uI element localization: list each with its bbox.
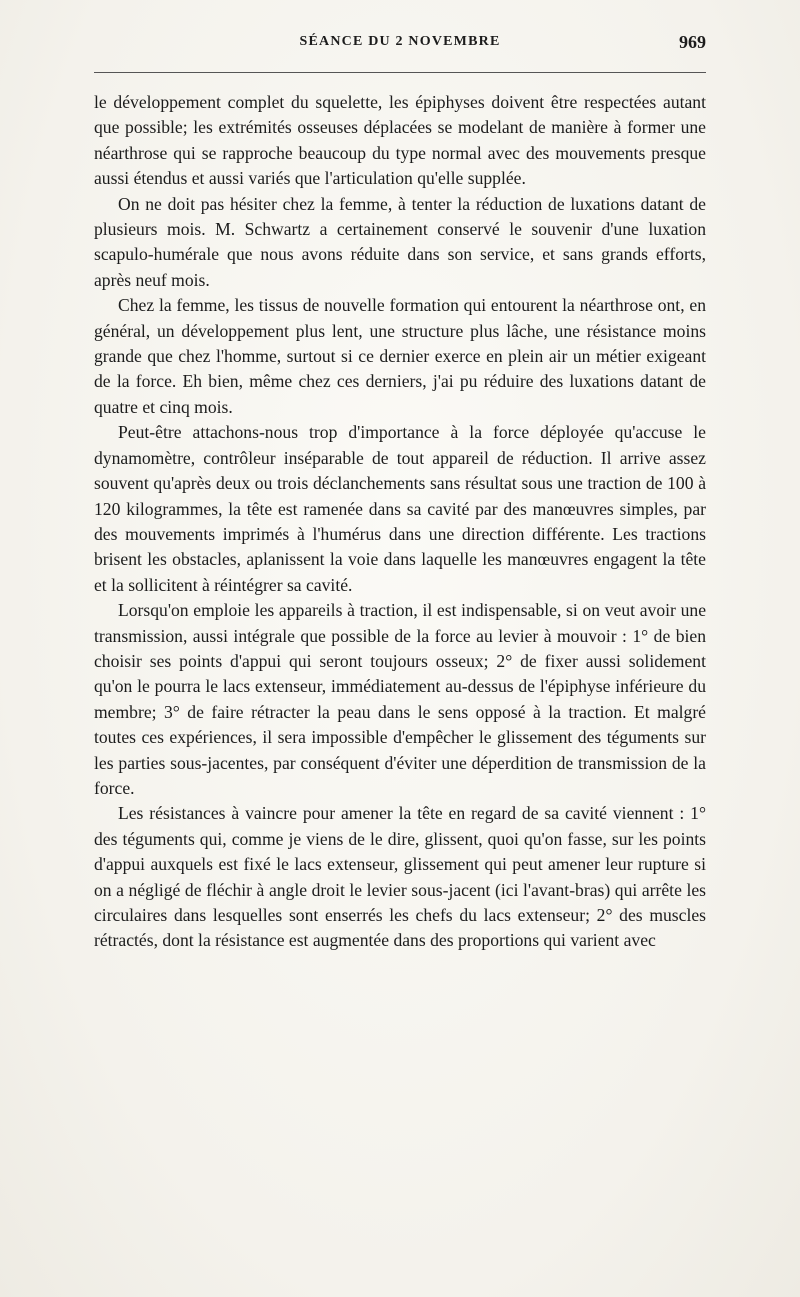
paragraph-3: Chez la femme, les tissus de nouvelle formation qui entourent la néarthrose ont, en général, un développement plus lent, une structure plus lâche, une résistance moins grande que chez l'homme, surtout si ce dernier exerce en plein air un métier exigeant de la force. Eh bien, même chez ces derniers, j'ai pu réduire des luxations datant de quatre et cinq mois. xyxy=(94,295,706,417)
page-header xyxy=(94,34,706,60)
page-number: 969 xyxy=(679,32,706,52)
paragraph-2: On ne doit pas hésiter chez la femme, à tenter la réduction de luxations datant de plusieurs mois. M. Schwartz a certainement conservé le souvenir d'une luxation scapulo-humérale que nous avons réduite dans son service, et sans grands efforts, après neuf mois. xyxy=(94,193,706,290)
running-head: SÉANCE DU 2 NOVEMBRE xyxy=(299,34,501,49)
paragraph-6: Les résistances à vaincre pour amener la tête en regard de sa cavité viennent : 1° des téguments qui, comme je viens de le dire, glissent, quoi qu'on fasse, sur les points d'appui auxquels est fixé le lacs extenseur, glissement qui peut amener leur rupture si on a négligé de fléchir à angle droit le levier sous-jacent (ici l'avant-bras) qui arrête les circulaires dans lesquelles sont enserrés les chefs du lacs extenseur; 2° des muscles rétractés, dont la résistance est augmentée dans des proportions qui varient avec xyxy=(94,803,706,951)
paragraph-1: le développement complet du squelette, les épiphyses doivent être respectées autant que possible; les extrémités osseuses déplacées se modelant de manière à former une néarthrose qui se rapproche beaucoup du type normal avec des mouvements presque aussi étendus et aussi variés que l'articulation qu'elle supplée. xyxy=(94,92,706,189)
paragraph-5: Lorsqu'on emploie les appareils à traction, il est indispensable, si on veut avoir une transmission, aussi intégrale que possible de la force au levier à mouvoir : 1° de bien choisir ses points d'appui qui seront toujours osseux; 2° de fixer aussi solidement qu'on le pourra le lacs extenseur, immédiatement au-dessus de l'épiphyse inférieure du membre; 3° de faire rétracter la peau dans le sens opposé à la traction. Et malgré toutes ces expériences, il sera impossible d'empêcher le glissement des téguments sur les parties sous-jacentes, par conséquent d'éviter une déperdition de transmission de la force. xyxy=(94,600,706,798)
header-rule xyxy=(94,72,706,73)
paragraph-4: Peut-être attachons-nous trop d'importance à la force déployée qu'accuse le dynamomètre, contrôleur inséparable de tout appareil de réduction. Il arrive assez souvent qu'après deux ou trois déclanchements sans résultat sous une traction de 100 à 120 kilogrammes, la tête est ramenée dans sa cavité par des manœuvres simples, par des mouvements imprimés à l'humérus dans une direction différente. Les tractions brisent les obstacles, aplanissent la voie dans laquelle les manœuvres engagent la tête et la sollicitent à réintégrer sa cavité. xyxy=(94,422,706,595)
body-text xyxy=(94,90,706,954)
